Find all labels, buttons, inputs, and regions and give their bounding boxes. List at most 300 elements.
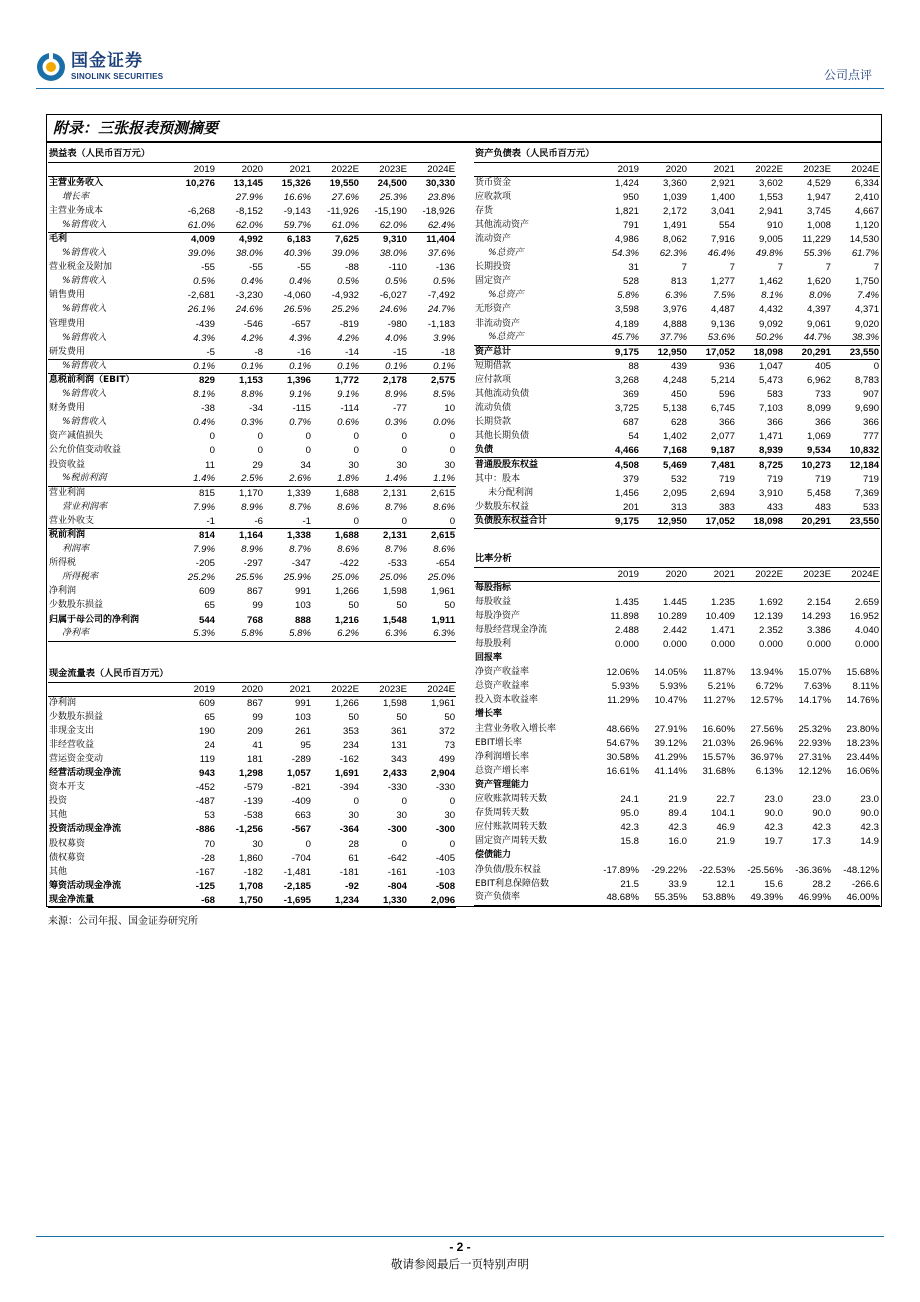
cashflow-title-row — [48, 666, 456, 682]
cell-value: 4.2% — [241, 332, 263, 344]
cell-value: -704 — [291, 852, 311, 864]
cell-value: 11.87% — [703, 667, 735, 679]
cell-value: -18 — [408, 345, 456, 359]
table-row — [48, 247, 456, 261]
cell-value — [736, 652, 784, 666]
cell-value: 0 — [449, 796, 456, 808]
cell-value: -2,185 — [283, 880, 311, 892]
row-label: 息税前利润（EBIT） — [49, 375, 135, 386]
table-row — [48, 514, 456, 528]
table-row — [48, 738, 456, 752]
cell-value: 1,688 — [334, 530, 359, 542]
table-row — [48, 402, 456, 416]
cell-value: 30 — [396, 810, 407, 822]
table-row — [48, 218, 456, 232]
cell-value: 0.5% — [337, 276, 359, 288]
cell-value: 46.00% — [832, 891, 880, 905]
cell-value: 950 — [622, 191, 639, 203]
cell-value: 10.47% — [654, 695, 687, 707]
cell-value: 17.3 — [812, 836, 831, 848]
cell-value: 888 — [294, 614, 311, 626]
cell-value — [168, 190, 216, 204]
table-row — [48, 486, 456, 500]
cell-value: 8,099 — [806, 403, 831, 415]
cell-value: 30 — [444, 459, 456, 471]
row-label: 利润率 — [62, 544, 90, 555]
cell-value: 5.3% — [168, 627, 216, 641]
cell-value: 90.0 — [764, 808, 783, 820]
table-row — [48, 204, 456, 218]
cell-value: 439 — [670, 361, 687, 373]
cell-value: 343 — [390, 754, 407, 766]
cell-value — [832, 581, 880, 595]
table-row — [48, 851, 456, 865]
year-header: 2021 — [688, 162, 736, 176]
cell-value: 10,276 — [185, 177, 215, 189]
cell-value: 0 — [353, 445, 359, 457]
cell-value: 1,947 — [806, 191, 831, 203]
cell-value: 719 — [863, 473, 880, 485]
table-row — [48, 710, 456, 724]
cell-value: 8.0% — [809, 290, 831, 302]
cell-value: 17,052 — [688, 514, 736, 528]
logo-chinese-name: 国金证券 — [71, 51, 143, 71]
cell-value: -538 — [243, 810, 263, 822]
cell-value — [592, 652, 640, 666]
cell-value: 99 — [252, 711, 263, 723]
table-row — [474, 416, 880, 430]
cell-value: 3.386 — [806, 624, 831, 636]
cell-value: 36.97% — [750, 751, 783, 763]
row-label: 应付账款周转天数 — [475, 822, 548, 833]
cell-value: 9,690 — [855, 403, 880, 415]
cell-value: 4,888 — [662, 318, 687, 330]
row-label: 主营业务收入增长率 — [475, 723, 557, 734]
cell-value: -11,926 — [327, 205, 359, 217]
income-table — [48, 146, 456, 642]
cell-value: 23,550 — [832, 345, 880, 359]
cell-value: 0.4% — [193, 417, 215, 429]
row-label: 所得税 — [49, 558, 77, 569]
cell-value: 719 — [814, 473, 831, 485]
table-row — [48, 724, 456, 738]
cell-value: 9.1% — [337, 389, 359, 401]
row-label: 资本开支 — [49, 782, 86, 793]
cell-value: -38 — [201, 403, 215, 415]
cell-value: 23.0 — [812, 794, 831, 806]
cashflow-table — [48, 666, 456, 908]
cell-value — [784, 708, 832, 722]
cell-value: 768 — [246, 614, 263, 626]
year-header: 2019 — [592, 162, 640, 176]
cell-value: 12,184 — [849, 459, 880, 471]
cell-value: 61.0% — [312, 218, 360, 232]
cell-value: -1,256 — [235, 824, 263, 836]
cell-value: 366 — [814, 417, 831, 429]
cell-value: -439 — [195, 318, 215, 330]
cell-value: 4,397 — [806, 304, 831, 316]
cell-value: 815 — [198, 487, 215, 499]
table-row — [474, 204, 880, 218]
cell-value: 5,469 — [662, 459, 687, 471]
row-label: %总资产 — [488, 290, 524, 301]
cell-value: 7,369 — [855, 487, 880, 499]
cell-value: 8,062 — [662, 234, 687, 246]
cell-value: 7,916 — [710, 234, 735, 246]
cell-value: 1,456 — [614, 487, 639, 499]
cell-value: 1,266 — [334, 586, 359, 598]
cell-value: 1,266 — [334, 697, 359, 709]
cell-value: 5.8% — [216, 627, 264, 641]
cell-value — [784, 778, 832, 792]
cell-value: -22.53% — [699, 864, 735, 876]
cell-value: -1,481 — [283, 866, 311, 878]
table-row — [474, 331, 880, 345]
cell-value — [688, 849, 736, 863]
cell-value: 8.8% — [241, 389, 263, 401]
cell-value: 8.1% — [761, 290, 783, 302]
cell-value: 8.6% — [433, 501, 456, 513]
cell-value: 26.1% — [187, 304, 215, 316]
cell-value: 49.39% — [736, 891, 784, 905]
cell-value: 1.235 — [710, 596, 735, 608]
cell-value: 50 — [444, 600, 456, 612]
table-row — [474, 736, 880, 750]
cell-value: 30 — [444, 810, 456, 822]
ratio-table — [474, 551, 880, 906]
cell-value: 16.0 — [668, 836, 687, 848]
row-label: 所得税率 — [62, 572, 99, 583]
year-header: 2019 — [168, 682, 216, 696]
cell-value: 1,057 — [286, 768, 311, 780]
cell-value: 2,615 — [431, 487, 456, 499]
cell-value: 0.3% — [241, 417, 263, 429]
cell-value: 2,694 — [710, 487, 735, 499]
row-label: 流动负债 — [475, 403, 512, 414]
cell-value: 26.5% — [283, 304, 311, 316]
row-label: 其中：股本 — [475, 473, 521, 484]
table-row — [48, 893, 456, 907]
cell-value: 95.0 — [620, 808, 639, 820]
cell-value: 533 — [832, 500, 880, 514]
cell-value: 7.9% — [193, 544, 215, 556]
cell-value: -68 — [168, 893, 216, 907]
cell-value — [592, 849, 640, 863]
row-label: 资产负债率 — [474, 891, 592, 905]
cell-value: 1.445 — [662, 596, 687, 608]
row-label: 非现金支出 — [49, 725, 95, 736]
cell-value: 50 — [444, 711, 456, 723]
row-label: %销售收入 — [48, 218, 168, 232]
cell-value: 4,009 — [190, 234, 215, 246]
cell-value — [832, 708, 880, 722]
ratios-year-header — [474, 567, 880, 581]
cell-value: 609 — [198, 586, 215, 598]
cell-value: 0 — [401, 838, 407, 850]
cell-value: 1,216 — [334, 614, 359, 626]
balance-table — [474, 146, 880, 529]
cell-value: 687 — [622, 417, 639, 429]
table-row — [48, 585, 456, 599]
row-label: %总资产 — [474, 331, 592, 345]
table-row — [474, 778, 880, 792]
table-row — [48, 627, 456, 641]
table-row — [48, 359, 456, 373]
balance-year-header — [474, 162, 880, 176]
cell-value: 1,471 — [758, 431, 783, 443]
table-row — [474, 275, 880, 289]
row-label: 净资产收益率 — [475, 667, 530, 678]
cell-value: 12.139 — [753, 610, 783, 622]
cell-value: 1,153 — [238, 375, 263, 387]
cell-value: -36.36% — [795, 864, 831, 876]
cell-value: -886 — [195, 824, 215, 836]
cell-value: 39.0% — [187, 248, 215, 260]
cell-value: 2.6% — [264, 472, 312, 486]
row-label: 公允价值变动收益 — [49, 445, 122, 456]
cell-value — [640, 652, 688, 666]
cell-value: 12.57% — [750, 695, 783, 707]
cell-value: 11.898 — [610, 610, 639, 622]
cell-value: 4,189 — [614, 318, 639, 330]
cell-value: -6 — [216, 514, 264, 528]
cell-value: 1,402 — [662, 431, 687, 443]
cell-value: -533 — [387, 558, 407, 570]
cell-value: 14.05% — [654, 667, 687, 679]
cell-value: 34 — [300, 459, 311, 471]
cell-value: -103 — [435, 866, 456, 878]
table-row — [48, 752, 456, 766]
row-label: 营业利润率 — [62, 501, 108, 512]
cell-value: 4,508 — [614, 459, 639, 471]
cell-value: 1,396 — [286, 375, 311, 387]
cell-value: 19.7 — [764, 836, 783, 848]
cell-value — [832, 778, 880, 792]
cell-value: 0.000 — [710, 639, 735, 651]
cell-value: 2.659 — [855, 596, 880, 608]
row-label: 经营活动现金净流 — [49, 768, 122, 779]
cell-value: 791 — [622, 219, 639, 231]
cell-value: 45.7% — [592, 331, 640, 345]
table-row — [48, 289, 456, 303]
cell-value: 1,164 — [238, 530, 263, 542]
table-row — [474, 708, 880, 722]
cell-value: 0.5% — [385, 276, 407, 288]
row-label: 存货 — [475, 205, 494, 216]
cell-value: 131 — [390, 739, 407, 751]
table-row — [48, 879, 456, 893]
cell-value: 14.293 — [801, 610, 831, 622]
cell-value: 3,268 — [614, 374, 639, 386]
table-row — [474, 289, 880, 303]
cell-value: 10.409 — [705, 610, 735, 622]
row-label: 长期贷款 — [475, 417, 512, 428]
cell-value: 2.352 — [758, 624, 783, 636]
table-row — [474, 232, 880, 246]
cell-value: 1,598 — [382, 586, 407, 598]
row-label: 普通股股东权益 — [475, 459, 539, 470]
cell-value: 209 — [246, 725, 263, 737]
year-header: 2023E — [784, 162, 832, 176]
cell-value: 1,598 — [382, 697, 407, 709]
cell-value: 30 — [252, 838, 263, 850]
cell-value: 1,553 — [758, 191, 783, 203]
cell-value: 5.93% — [611, 681, 639, 693]
cell-value: 1,961 — [431, 697, 456, 709]
cell-value: 0.0% — [433, 417, 456, 429]
cell-value: 12.12% — [798, 765, 831, 777]
cell-value: 1,120 — [855, 219, 880, 231]
cell-value: 48.68% — [592, 891, 640, 905]
row-label: 应收款项 — [475, 191, 512, 202]
cell-value: 24 — [204, 739, 215, 751]
year-header: 2020 — [216, 682, 264, 696]
table-row — [48, 275, 456, 289]
section-title: 附录：三张报表预测摘要 — [47, 115, 881, 143]
cell-value — [736, 581, 784, 595]
cell-value: -300 — [435, 824, 456, 836]
cell-value: 26.96% — [750, 737, 783, 749]
cell-value: 50 — [348, 600, 359, 612]
cell-value: 9,061 — [806, 318, 831, 330]
cell-value: 0 — [401, 796, 407, 808]
cell-value: 6,962 — [806, 374, 831, 386]
cell-value: 405 — [814, 361, 831, 373]
cell-value: -657 — [291, 318, 311, 330]
row-label: 其他流动资产 — [475, 219, 530, 230]
cell-value: 1,821 — [614, 205, 639, 217]
table-row — [474, 877, 880, 891]
cell-value: 62.0% — [216, 218, 264, 232]
row-label: 净利率 — [48, 627, 168, 641]
table-row — [48, 837, 456, 851]
cell-value: 11,404 — [426, 234, 456, 246]
cell-value: 27.56% — [750, 723, 783, 735]
cell-value: 907 — [863, 389, 880, 401]
cell-value: 1.692 — [758, 596, 783, 608]
cell-value: 25.0% — [427, 572, 456, 584]
cell-value: 15.8 — [620, 836, 639, 848]
cell-value: -48.12% — [843, 864, 880, 876]
table-row — [474, 430, 880, 444]
cell-value: 2,131 — [382, 487, 407, 499]
cell-value: 70 — [204, 838, 215, 850]
cell-value: 1,691 — [334, 768, 359, 780]
cell-value: 379 — [622, 473, 639, 485]
cell-value: 25.2% — [187, 572, 215, 584]
cell-value: 21.9 — [716, 836, 735, 848]
cell-value: 8.9% — [241, 544, 263, 556]
cell-value: -125 — [195, 880, 215, 892]
cell-value — [640, 778, 688, 792]
cell-value: 1,339 — [286, 487, 311, 499]
cell-value: 0 — [449, 431, 456, 443]
cell-value: 5.93% — [659, 681, 687, 693]
cell-value: -821 — [291, 782, 311, 794]
cell-value: 2,410 — [855, 191, 880, 203]
cell-value: -8 — [216, 345, 264, 359]
cell-value: 39.0% — [331, 248, 359, 260]
cell-value: 991 — [294, 586, 311, 598]
year-header: 2022E — [312, 162, 360, 176]
cell-value: -88 — [345, 262, 359, 274]
cell-value: 1,298 — [238, 768, 263, 780]
cell-value: 9,534 — [784, 444, 832, 458]
cell-value: -642 — [387, 852, 407, 864]
table-row — [474, 402, 880, 416]
cell-value: 54.67% — [606, 737, 639, 749]
cell-value: 10,273 — [801, 459, 831, 471]
cell-value: 1,860 — [238, 852, 263, 864]
cell-value: 50 — [396, 711, 407, 723]
row-label: 股权募资 — [49, 838, 86, 849]
cell-value: 15,326 — [281, 177, 311, 189]
row-label: 长期投资 — [475, 262, 512, 273]
table-row — [48, 543, 456, 557]
cell-value: 234 — [342, 739, 359, 751]
cell-value: -115 — [292, 403, 311, 415]
cell-value: 1.8% — [312, 472, 360, 486]
cell-value: 1,708 — [238, 880, 263, 892]
table-row — [474, 190, 880, 204]
table-row — [48, 444, 456, 458]
cell-value: 3,360 — [662, 177, 687, 189]
cell-value: -5 — [168, 345, 216, 359]
cell-value: 31 — [628, 262, 639, 274]
cell-value: 24,500 — [377, 177, 407, 189]
cell-value: -14 — [312, 345, 360, 359]
table-row — [474, 863, 880, 877]
cell-value: -487 — [195, 796, 215, 808]
cell-value: 46.99% — [784, 891, 832, 905]
cell-value: 2,077 — [710, 431, 735, 443]
cell-value: 24.7% — [427, 304, 456, 316]
row-label: 毛利 — [49, 234, 68, 245]
cell-value: 20,291 — [784, 514, 832, 528]
cell-value: -15 — [360, 345, 408, 359]
cell-value: 1,170 — [238, 487, 263, 499]
cell-value: 0.1% — [312, 359, 360, 373]
row-label: 归属于母公司的净利润 — [49, 614, 140, 625]
row-label: 少数股东损益 — [49, 711, 104, 722]
cell-value: 9,175 — [592, 514, 640, 528]
cell-value: 1,750 — [216, 893, 264, 907]
cell-value: 6,334 — [855, 177, 880, 189]
cell-value: 95 — [300, 739, 311, 751]
cell-value: 50 — [396, 600, 407, 612]
cell-value: 366 — [766, 417, 783, 429]
year-header: 2023E — [784, 567, 832, 581]
cell-value: 61 — [348, 852, 359, 864]
cell-value: 54.3% — [611, 248, 639, 260]
cell-value: -55 — [297, 262, 311, 274]
cell-value: 1,424 — [614, 177, 639, 189]
table-row — [474, 359, 880, 373]
cell-value: 1,548 — [382, 614, 407, 626]
cell-value: -567 — [291, 824, 311, 836]
row-label: 增长率 — [62, 191, 90, 202]
cell-value: 9,310 — [382, 234, 407, 246]
cell-value: 30.58% — [606, 751, 639, 763]
cell-value: 0.1% — [216, 359, 264, 373]
cell-value: 936 — [718, 361, 735, 373]
cell-value: 90.0 — [812, 808, 831, 820]
cell-value: 4,248 — [662, 374, 687, 386]
row-label: 债权募资 — [49, 852, 86, 863]
cell-value: -139 — [243, 796, 263, 808]
year-header: 2021 — [264, 162, 312, 176]
cell-value — [832, 849, 880, 863]
